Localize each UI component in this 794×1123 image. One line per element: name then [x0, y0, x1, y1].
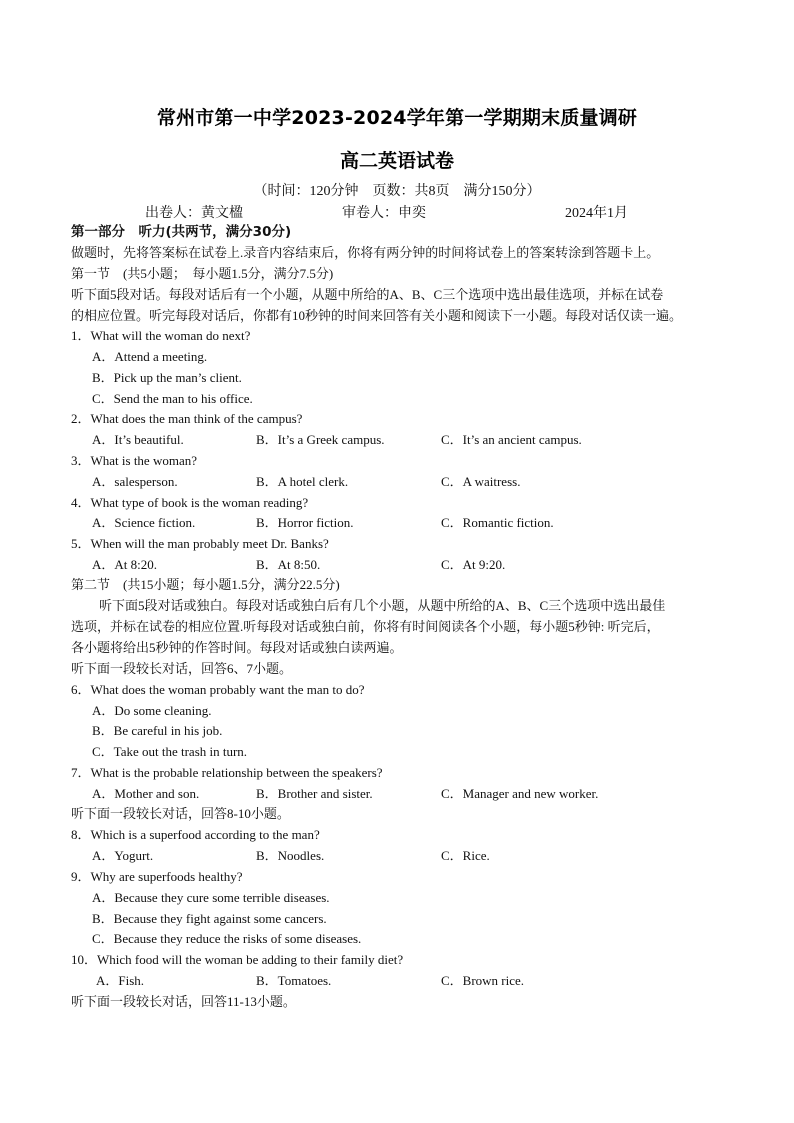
group-instruction: 听下面一段较长对话，回答6、7小题。: [71, 661, 293, 676]
section-instruction: 选项，并标在试卷的相应位置.听每段对话或独白前，你将有时间阅读各个小题，每小题5秒钟: 听完后，: [71, 619, 660, 634]
option: A．It’s beautiful.: [92, 432, 184, 447]
option: B．Because they fight against some cancers.: [92, 911, 327, 926]
option: C．Because they reduce the risks of some diseases.: [92, 931, 362, 946]
question: 5．When will the man probably meet Dr. Banks?: [71, 536, 329, 551]
option: A．At 8:20.: [92, 557, 158, 572]
option: A．Science fiction.: [92, 515, 196, 530]
exam-title: 常州市第一中学2023-2024学年第一学期期末质量调研: [156, 107, 638, 129]
question: 7．What is the probable relationship between the speakers?: [71, 765, 383, 780]
question: 6．What does the woman probably want the man to do?: [71, 682, 365, 697]
question: 10．Which food will the woman be adding to their family diet?: [71, 952, 404, 967]
option: C．At 9:20.: [441, 557, 506, 572]
option: B．Pick up the man’s client.: [92, 370, 242, 385]
option: B．Horror fiction.: [256, 515, 354, 530]
section-instruction: 听下面5段对话或独白。每段对话或独白后有几个小题，从题中所给的A、B、C三个选项中选出最佳: [99, 598, 666, 613]
option: B．Brother and sister.: [256, 786, 373, 801]
option: C．Send the man to his office.: [92, 391, 253, 406]
reviewer: 审卷人：申奕: [342, 206, 426, 221]
option: B．Tomatoes.: [256, 973, 332, 988]
option: A．Do some cleaning.: [92, 703, 212, 718]
option: A．Attend a meeting.: [92, 349, 208, 364]
question: 2．What does the man think of the campus?: [71, 411, 303, 426]
option: C．Brown rice.: [441, 973, 525, 988]
option: A．salesperson.: [92, 474, 178, 489]
option: C．Romantic fiction.: [441, 515, 554, 530]
option: B．Be careful in his job.: [92, 723, 223, 738]
option: C．Manager and new worker.: [441, 786, 599, 801]
question: 1．What will the woman do next?: [71, 328, 251, 343]
group-instruction: 听下面一段较长对话，回答11-13小题。: [71, 994, 296, 1009]
option: A．Yogurt.: [92, 848, 154, 863]
option: B．A hotel clerk.: [256, 474, 349, 489]
exam-date: 2024年1月: [565, 206, 628, 221]
section-instruction: 各小题将给出5秒钟的作答时间。每段对话或独白读两遍。: [71, 640, 403, 655]
exam-subtitle: 高二英语试卷: [339, 150, 454, 172]
option: B．Noodles.: [256, 848, 325, 863]
question: 4．What type of book is the woman reading?: [71, 495, 309, 510]
author: 出卷人：黄文楹: [145, 206, 243, 221]
section-heading: 第二节 (共15小题；每小题1.5分，满分22.5分): [71, 577, 340, 592]
exam-info: （时间：120分钟 页数：共8页 满分150分）: [253, 184, 541, 199]
option: A．Mother and son.: [92, 786, 200, 801]
option: C．It’s an ancient campus.: [441, 432, 582, 447]
option: C．A waitress.: [441, 474, 521, 489]
question: 8．Which is a superfood according to the man?: [71, 827, 320, 842]
section-instruction: 听下面5段对话。每段对话后有一个小题，从题中所给的A、B、C三个选项中选出最佳选项，并标在试卷: [71, 287, 664, 302]
option: B．At 8:50.: [256, 557, 321, 572]
option: A．Because they cure some terrible diseases.: [92, 890, 330, 905]
option: C．Rice.: [441, 848, 490, 863]
section-instruction: 的相应位置。听完每段对话后，你都有10秒钟的时间来回答有关小题和阅读下一小题。每段对话仅读一遍。: [71, 308, 683, 323]
group-instruction: 听下面一段较长对话，回答8-10小题。: [71, 806, 290, 821]
part-heading: 第一部分 听力(共两节，满分30分): [71, 224, 292, 240]
section-heading: 第一节 (共5小题； 每小题1.5分，满分7.5分): [71, 266, 334, 281]
option: B．It’s a Greek campus.: [256, 432, 385, 447]
option: C．Take out the trash in turn.: [92, 744, 248, 759]
question: 9．Why are superfoods healthy?: [71, 869, 243, 884]
question: 3．What is the woman?: [71, 453, 197, 468]
option: A．Fish.: [96, 973, 145, 988]
part-instruction: 做题时，先将答案标在试卷上.录音内容结束后，你将有两分钟的时间将试卷上的答案转涂到答题卡上。: [71, 245, 660, 260]
